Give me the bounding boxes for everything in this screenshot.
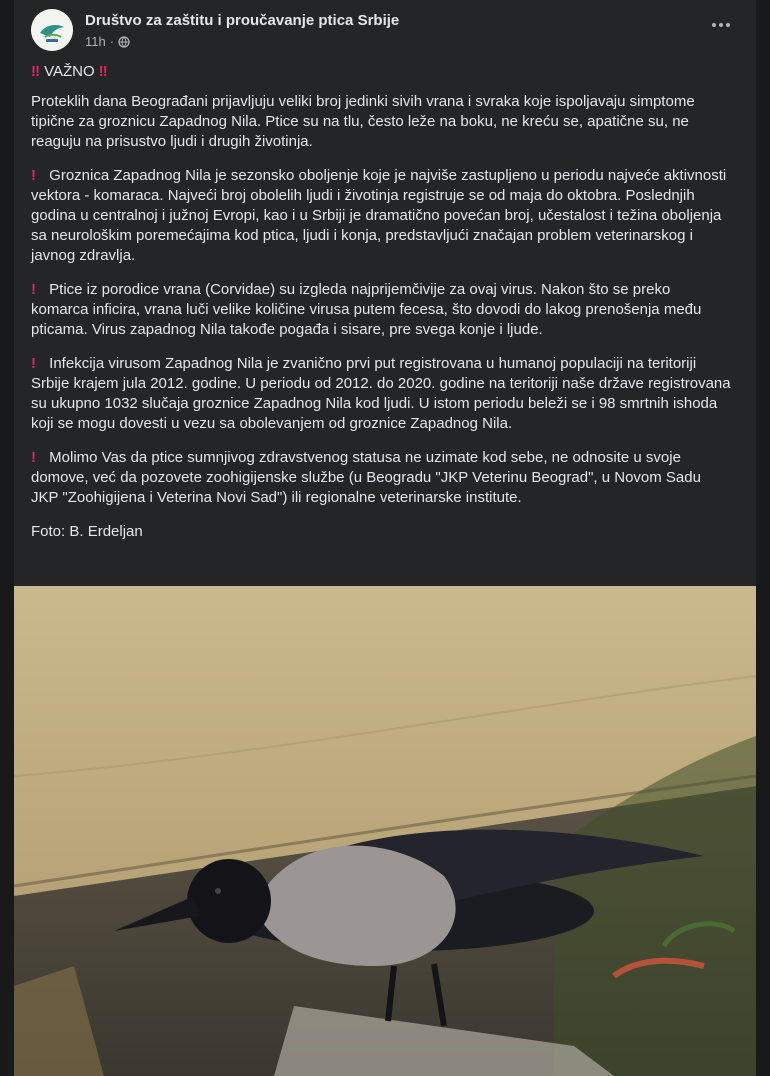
photo-credit: Foto: B. Erdeljan [31, 523, 143, 540]
page-name[interactable]: Društvo za zaštitu i proučavanje ptica Srbije [85, 12, 400, 29]
crow-photo[interactable] [14, 586, 756, 1076]
photo-illustration [14, 586, 756, 1076]
exclamation-icon: ! [31, 355, 36, 372]
post-title [31, 62, 731, 82]
facebook-post [14, 0, 756, 1076]
post-time[interactable]: 11h [85, 34, 106, 49]
double-exclamation-icon: ‼ [31, 63, 41, 80]
paragraph-intro: Proteklih dana Beograđani prijavljuju veliki broj jedinki sivih vrana i svraka koje ispoljavaju simptome tipične za groznicu Zapadnog Nila. Ptice su na tlu, često leže na boku, ne kreću se, apatične su, ne reaguju na prisustvo ljudi i drugih životinja. [31, 93, 695, 150]
more-horizontal-icon [712, 23, 716, 27]
paragraph-season: ! Groznica Zapadnog Nila je sezonsko oboljenje koje je najviše zastupljeno u periodu najveće aktivnosti vektora - komaraca. Najveći broj obolelih ljudi i životinja registruje se od maja do oktobra. Poslednjih godina u centralnoj i južnoj Evropi, kao i u Srbiji je dramatično povećan broj, učestalost i težina oboljenja sa neurološkim poremećajima kod ptica, ljudi i konja, predstavljući značajan problem veterinarskog i javnog zdravlja. [31, 167, 727, 264]
post-meta: 11h · [85, 34, 130, 49]
paragraph-infection: ! Infekcija virusom Zapadnog Nila je zvanično prvi put registrovana u humanoj populaciji na teritoriji Srbije krajem jula 2012. godine. U periodu od 2012. do 2020. godine na teritoriji naše države registrovana su ukupno 1032 slučaja groznice Zapadnog Nila kod ljudi. U istom periodu beleži se i 98 smrtnih ishoda koji se mogu dovesti u vezu sa obolevanjem od groznice Zapadnog Nila. [31, 355, 731, 432]
globe-icon [118, 36, 130, 48]
bird-logo-icon [31, 9, 73, 51]
double-exclamation-icon: ‼ [98, 63, 108, 80]
paragraph-request: ! Molimo Vas da ptice sumnjivog zdravstvenog statusa ne uzimate kod sebe, ne odnosite u svoje domove, već da pozovete zoohigijenske službe (u Beogradu "JKP Veterinu Beograd", u Novom Sadu JKP "Zoohigijena i Veterina Novi Sad") ili regionalne veterinarske institute. [31, 449, 701, 506]
exclamation-icon: ! [31, 167, 36, 184]
exclamation-icon: ! [31, 281, 36, 298]
paragraph-corvidae: ! Ptice iz porodice vrana (Corvidae) su izgleda najprijemčivije za ovaj virus. Nakon što se preko komarca inficira, vrana luči velike količine virusa putem fecesa, što dovodi do lakog prenošenja među pticama. Virus zapadnog Nila takođe pogađa i sisare, pre svega konje i ljude. [31, 281, 702, 338]
exclamation-icon: ! [31, 449, 36, 466]
post-text [31, 62, 731, 556]
more-options-button[interactable] [706, 15, 736, 35]
page-avatar[interactable] [31, 9, 73, 51]
post-header [31, 9, 744, 53]
title-text: VAŽNO [44, 63, 95, 80]
